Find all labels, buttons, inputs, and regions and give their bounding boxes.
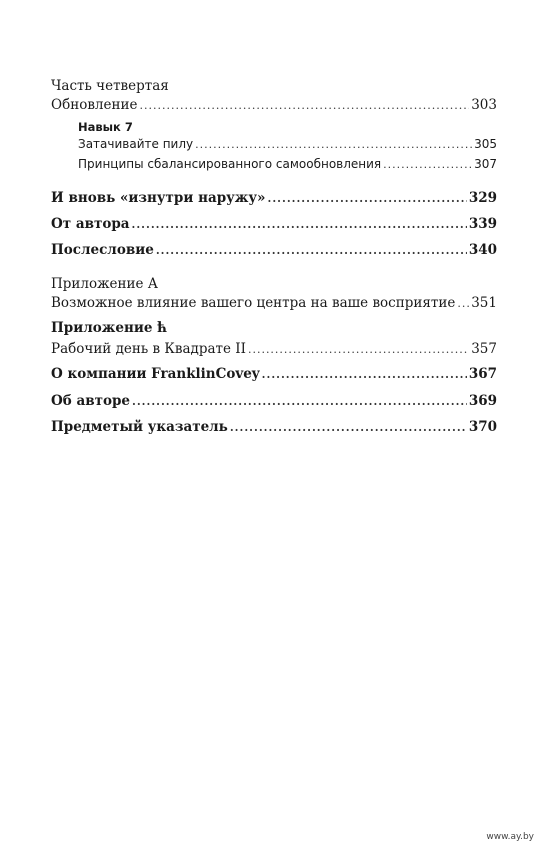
dot-leader xyxy=(457,297,469,310)
toc-entry-about-author[interactable] xyxy=(51,393,497,409)
dot-leader xyxy=(248,343,469,356)
entry-page: 329 xyxy=(468,190,497,206)
dot-leader xyxy=(262,368,467,381)
dot-leader xyxy=(195,138,472,151)
dot-leader xyxy=(139,99,469,112)
toc-entry-sharpen-saw[interactable] xyxy=(78,137,497,151)
entry-title: Возможное влияние вашего центра на ваше восприятие xyxy=(51,295,456,311)
entry-title: Обновление xyxy=(51,97,138,113)
entry-page: 303 xyxy=(471,97,497,113)
toc-entry-afterword[interactable] xyxy=(51,242,497,258)
toc-entry-appendix-a[interactable] xyxy=(51,295,497,311)
entry-title: Об авторе xyxy=(51,393,130,409)
entry-page: 351 xyxy=(471,295,497,311)
dot-leader xyxy=(156,244,467,257)
toc-entry-principles[interactable] xyxy=(78,157,497,171)
toc-entry-renewal[interactable] xyxy=(51,97,497,113)
entry-page: 339 xyxy=(468,216,497,232)
entry-page: 370 xyxy=(468,419,497,435)
entry-title: Принципы сбалансированного самообновления xyxy=(78,157,382,171)
watermark: www.ay.by xyxy=(486,832,534,842)
entry-title: И вновь «изнутри наружу» xyxy=(51,190,266,206)
dot-leader xyxy=(230,421,467,434)
entry-page: 340 xyxy=(468,242,497,258)
dot-leader xyxy=(132,218,467,231)
appendix-b-heading: Приложение ћ xyxy=(51,320,167,336)
entry-page: 367 xyxy=(468,366,497,382)
toc-entry-inside-out[interactable] xyxy=(51,190,497,206)
dot-leader xyxy=(383,158,472,171)
entry-page: 305 xyxy=(474,137,497,151)
entry-title: От автора xyxy=(51,216,130,232)
entry-page: 369 xyxy=(468,393,497,409)
dot-leader xyxy=(132,395,467,408)
entry-page: 307 xyxy=(474,157,497,171)
entry-title: Затачивайте пилу xyxy=(78,137,194,151)
habit-seven-heading: Навык 7 xyxy=(78,120,133,134)
entry-title: Предметый указатель xyxy=(51,419,228,435)
entry-title: Рабочий день в Квадрате II xyxy=(51,341,246,357)
entry-page: 357 xyxy=(471,341,497,357)
dot-leader xyxy=(268,192,467,205)
appendix-a-heading: Приложение А xyxy=(51,276,159,292)
toc-entry-from-author[interactable] xyxy=(51,216,497,232)
toc-entry-appendix-b[interactable] xyxy=(51,341,497,357)
entry-title: О компании FranklinCovey xyxy=(51,366,260,382)
toc-entry-index[interactable] xyxy=(51,419,497,435)
entry-title: Послесловие xyxy=(51,242,154,258)
toc-entry-franklincovey[interactable] xyxy=(51,366,497,382)
part-four-heading: Часть четвертая xyxy=(51,78,169,94)
